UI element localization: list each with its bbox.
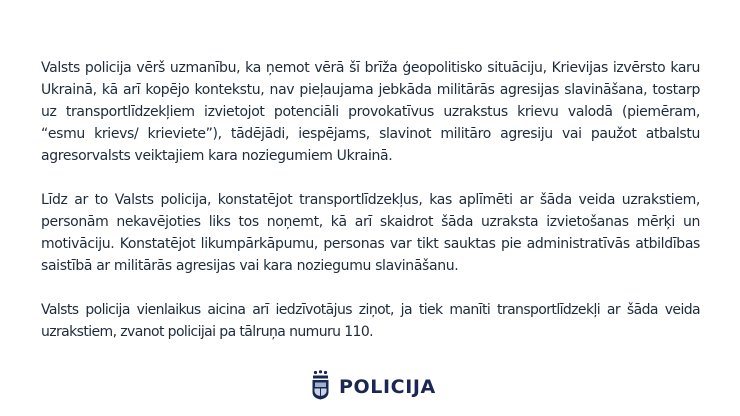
logo-text: POLICIJA bbox=[339, 376, 436, 398]
paragraph-1: Valsts policija vērš uzmanību, ka ņemot vērā šī brīža ģeopolitisko situāciju, Krievijas izvērsto karu Ukrainā, kā arī kopējo kontekstu, nav pieļaujama jebkāda militārās agresijas slavināšana, tostarp uz transportlīdzekļiem izvietojot potenciāli provokatīvus uzrakstus krievu valodā (piemēram, “esmu krievs/ krieviete”), tādējādi, iespējams, slavinot militāro agresiju vai paužot atbalstu agresorvalsts veiktajiem kara noziegumiem Ukrainā. bbox=[41, 60, 700, 164]
coat-of-arms-icon bbox=[311, 370, 330, 405]
statement-document bbox=[41, 57, 700, 365]
paragraph-2: Līdz ar to Valsts policija, konstatējot transportlīdzekļus, kas aplīmēti ar šāda veida uzrakstiem, personām nekavējoties liks tos noņemt, kā arī skaidrot šāda uzraksta izvietošanas mērķi un motivāciju. Konstatējot likumpārkāpumu, personas var tikt sauktas pie administratīvās atbildības saistībā ar militārās agresijas vai kara noziegumu slavināšanu. bbox=[41, 192, 700, 274]
police-logo bbox=[311, 371, 436, 403]
paragraph-3: Valsts policija vienlaikus aicina arī iedzīvotājus ziņot, ja tiek manīti transportlīdzekļi ar šāda veida uzrakstiem, zvanot policijai pa tālruņa numuru 110. bbox=[41, 302, 700, 340]
